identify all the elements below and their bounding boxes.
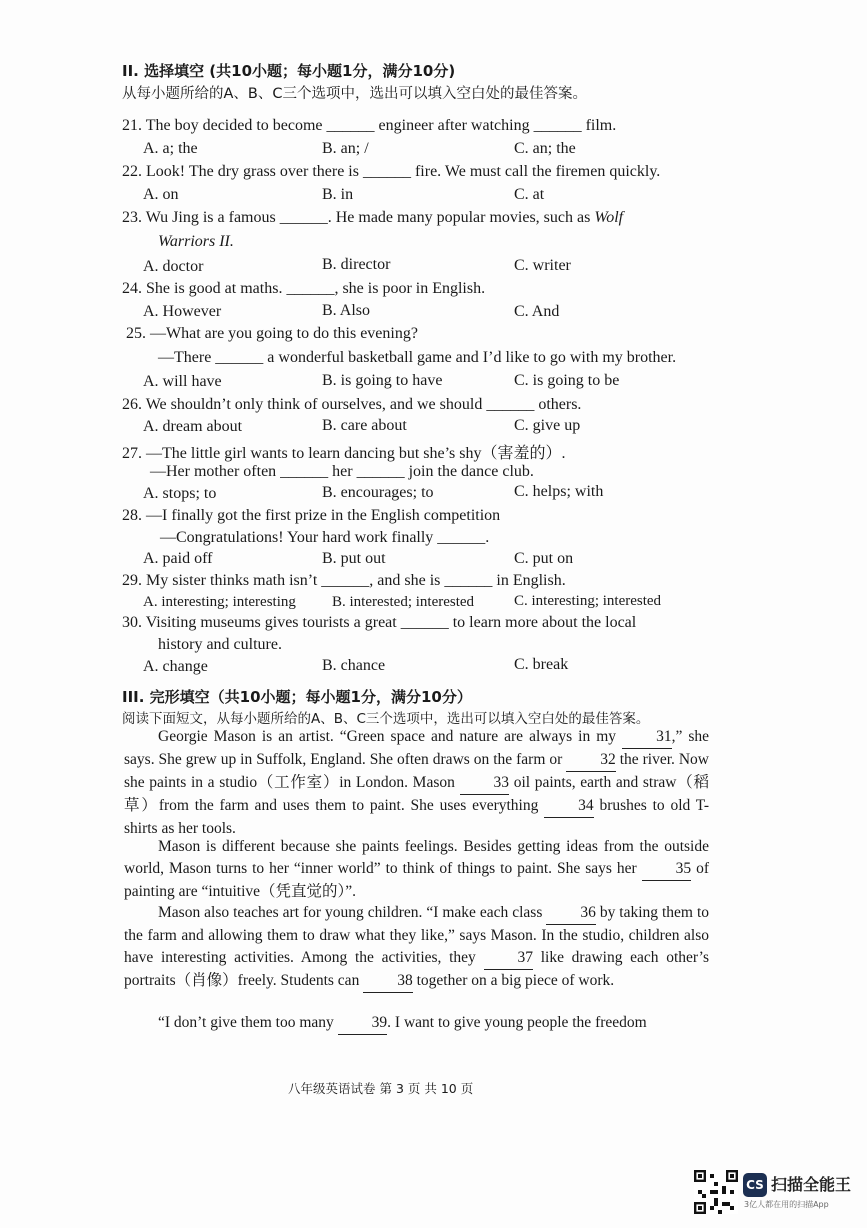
q29-option-a: A. interesting; interesting (143, 594, 296, 610)
q28-line2: —Congratulations! Your hard work finally ______. (160, 529, 490, 546)
section-2-title: II. 选择填空 (共10小题；每小题1分，满分10分) (122, 62, 456, 80)
q23-option-c: C. writer (514, 257, 571, 274)
p2-text-a: Mason is different because she paints feelings. Besides getting ideas from the outside world, Mason turns to her “inner world” to think of things to paint. She says her (124, 838, 709, 877)
q26-option-a: A. dream about (143, 418, 243, 435)
q25-option-b: B. is going to have (322, 372, 443, 389)
camscanner-tagline: 3亿人都在用的扫描App (744, 1200, 829, 1209)
q28-option-b: B. put out (322, 550, 386, 567)
question-24: 24. She is good at maths. ______, she is poor in English. (122, 280, 486, 297)
passage-paragraph-3 (124, 902, 709, 993)
qr-code-icon (694, 1170, 738, 1214)
section-3-title: III. 完形填空（共10小题；每小题1分，满分10分） (122, 688, 472, 706)
p3-text-a: Mason also teaches art for young children. “I make each class (158, 904, 543, 921)
blank-35: 35 (642, 858, 692, 881)
blank-37: 37 (484, 947, 534, 970)
q23-text: 23. Wu Jing is a famous ______. He made many popular movies, such as (122, 209, 591, 226)
question-26: 26. We shouldn’t only think of ourselves, and we should ______ others. (122, 396, 582, 413)
page-footer: 八年级英语试卷 第 3 页 共 10 页 (288, 1081, 474, 1096)
q23-italic: Wolf (594, 209, 624, 226)
q27-option-c: C. helps; with (514, 483, 604, 500)
p1-text-d: oil paints, earth and straw（稻草）from the farm and uses them to paint. She uses everything (124, 774, 710, 814)
p3-text-b: by taking them to the farm and allowing them to draw what they like,” says Mason. In the studio, children also have interesting activities. Among the activities, they (124, 904, 709, 966)
p4-text-b: . I want to give young people the freedom (387, 1014, 647, 1031)
q26-option-c: C. give up (514, 417, 581, 434)
p1-text-b: ,” she says. She grew up in Suffolk, England. She often draws on the farm or (124, 728, 710, 768)
blank-31: 31 (622, 726, 672, 749)
blank-38: 38 (363, 970, 413, 993)
q30-line2: history and culture. (158, 636, 282, 653)
p2-text-b: of painting are “intuitive（凭直觉的）”. (124, 860, 710, 900)
q29-option-c: C. interesting; interested (514, 593, 662, 609)
question-21: 21. The boy decided to become ______ engineer after watching ______ film. (122, 117, 617, 134)
passage-paragraph-4 (124, 1012, 709, 1035)
question-23 (122, 209, 712, 227)
camscanner-logo-icon: CS (743, 1173, 767, 1197)
blank-33: 33 (460, 772, 510, 795)
q26-option-b: B. care about (322, 417, 407, 434)
q24-option-b: B. Also (322, 302, 371, 319)
p1-text-e: brushes to old T-shirts as her tools. (124, 797, 709, 837)
q24-option-a: A. However (143, 303, 222, 320)
q28-option-a: A. paid off (143, 550, 213, 567)
passage-paragraph-1 (124, 726, 709, 840)
blank-36: 36 (546, 902, 596, 925)
blank-39: 39 (338, 1012, 388, 1035)
question-25: 25. —What are you going to do this evening? (126, 325, 418, 342)
p1-text-a: Georgie Mason is an artist. “Green space and nature are always in my (158, 728, 617, 745)
blank-34: 34 (544, 795, 594, 818)
q30-option-b: B. chance (322, 657, 386, 674)
q25-option-a: A. will have (143, 373, 222, 390)
question-30: 30. Visiting museums gives tourists a great ______ to learn more about the local (122, 614, 637, 631)
q29-option-b: B. interested; interested (332, 594, 475, 610)
passage-paragraph-2 (124, 836, 709, 903)
p4-text-a: “I don’t give them too many (158, 1014, 334, 1031)
section-3-instruction: 阅读下面短文，从每小题所给的A、B、C三个选项中，选出可以填入空白处的最佳答案。 (122, 711, 650, 727)
q25-line2: —There ______ a wonderful basketball game and I’d like to go with my brother. (158, 349, 677, 366)
q28-option-c: C. put on (514, 550, 574, 567)
q30-option-a: A. change (143, 658, 208, 675)
q25-option-c: C. is going to be (514, 372, 620, 389)
camscanner-name: 扫描全能王 (771, 1175, 852, 1194)
question-27: 27. —The little girl wants to learn dancing but she’s shy（害羞的）. (122, 445, 566, 462)
q23-option-a: A. doctor (143, 258, 204, 275)
question-22: 22. Look! The dry grass over there is ______ fire. We must call the firemen quickly. (122, 163, 661, 180)
q21-option-b: B. an; / (322, 140, 369, 157)
q22-option-c: C. at (514, 186, 545, 203)
q27-option-b: B. encourages; to (322, 484, 434, 501)
q22-option-b: B. in (322, 186, 354, 203)
q27-option-a: A. stops; to (143, 485, 217, 502)
section-2-instruction: 从每小题所给的A、B、C三个选项中，选出可以填入空白处的最佳答案。 (122, 86, 587, 102)
q24-option-c: C. And (514, 303, 560, 320)
q27-line2: —Her mother often ______ her ______ join the dance club. (150, 463, 534, 480)
question-28: 28. —I finally got the first prize in the English competition (122, 507, 501, 524)
p3-text-d: together on a big piece of work. (416, 972, 615, 989)
q22-option-a: A. on (143, 186, 179, 203)
question-29: 29. My sister thinks math isn’t ______, and she is ______ in English. (122, 572, 566, 589)
q23-option-b: B. director (322, 256, 391, 273)
q30-option-c: C. break (514, 656, 569, 673)
q21-option-a: A. a; the (143, 140, 198, 157)
p3-text-c: like drawing each other’s portraits（肖像）freely. Students can (124, 949, 709, 989)
p1-text-c: the river. Now she paints in a studio（工作室）in London. Mason (124, 751, 709, 791)
q23-line2: Warriors II. (158, 233, 234, 250)
blank-32: 32 (566, 749, 616, 772)
q21-option-c: C. an; the (514, 140, 576, 157)
